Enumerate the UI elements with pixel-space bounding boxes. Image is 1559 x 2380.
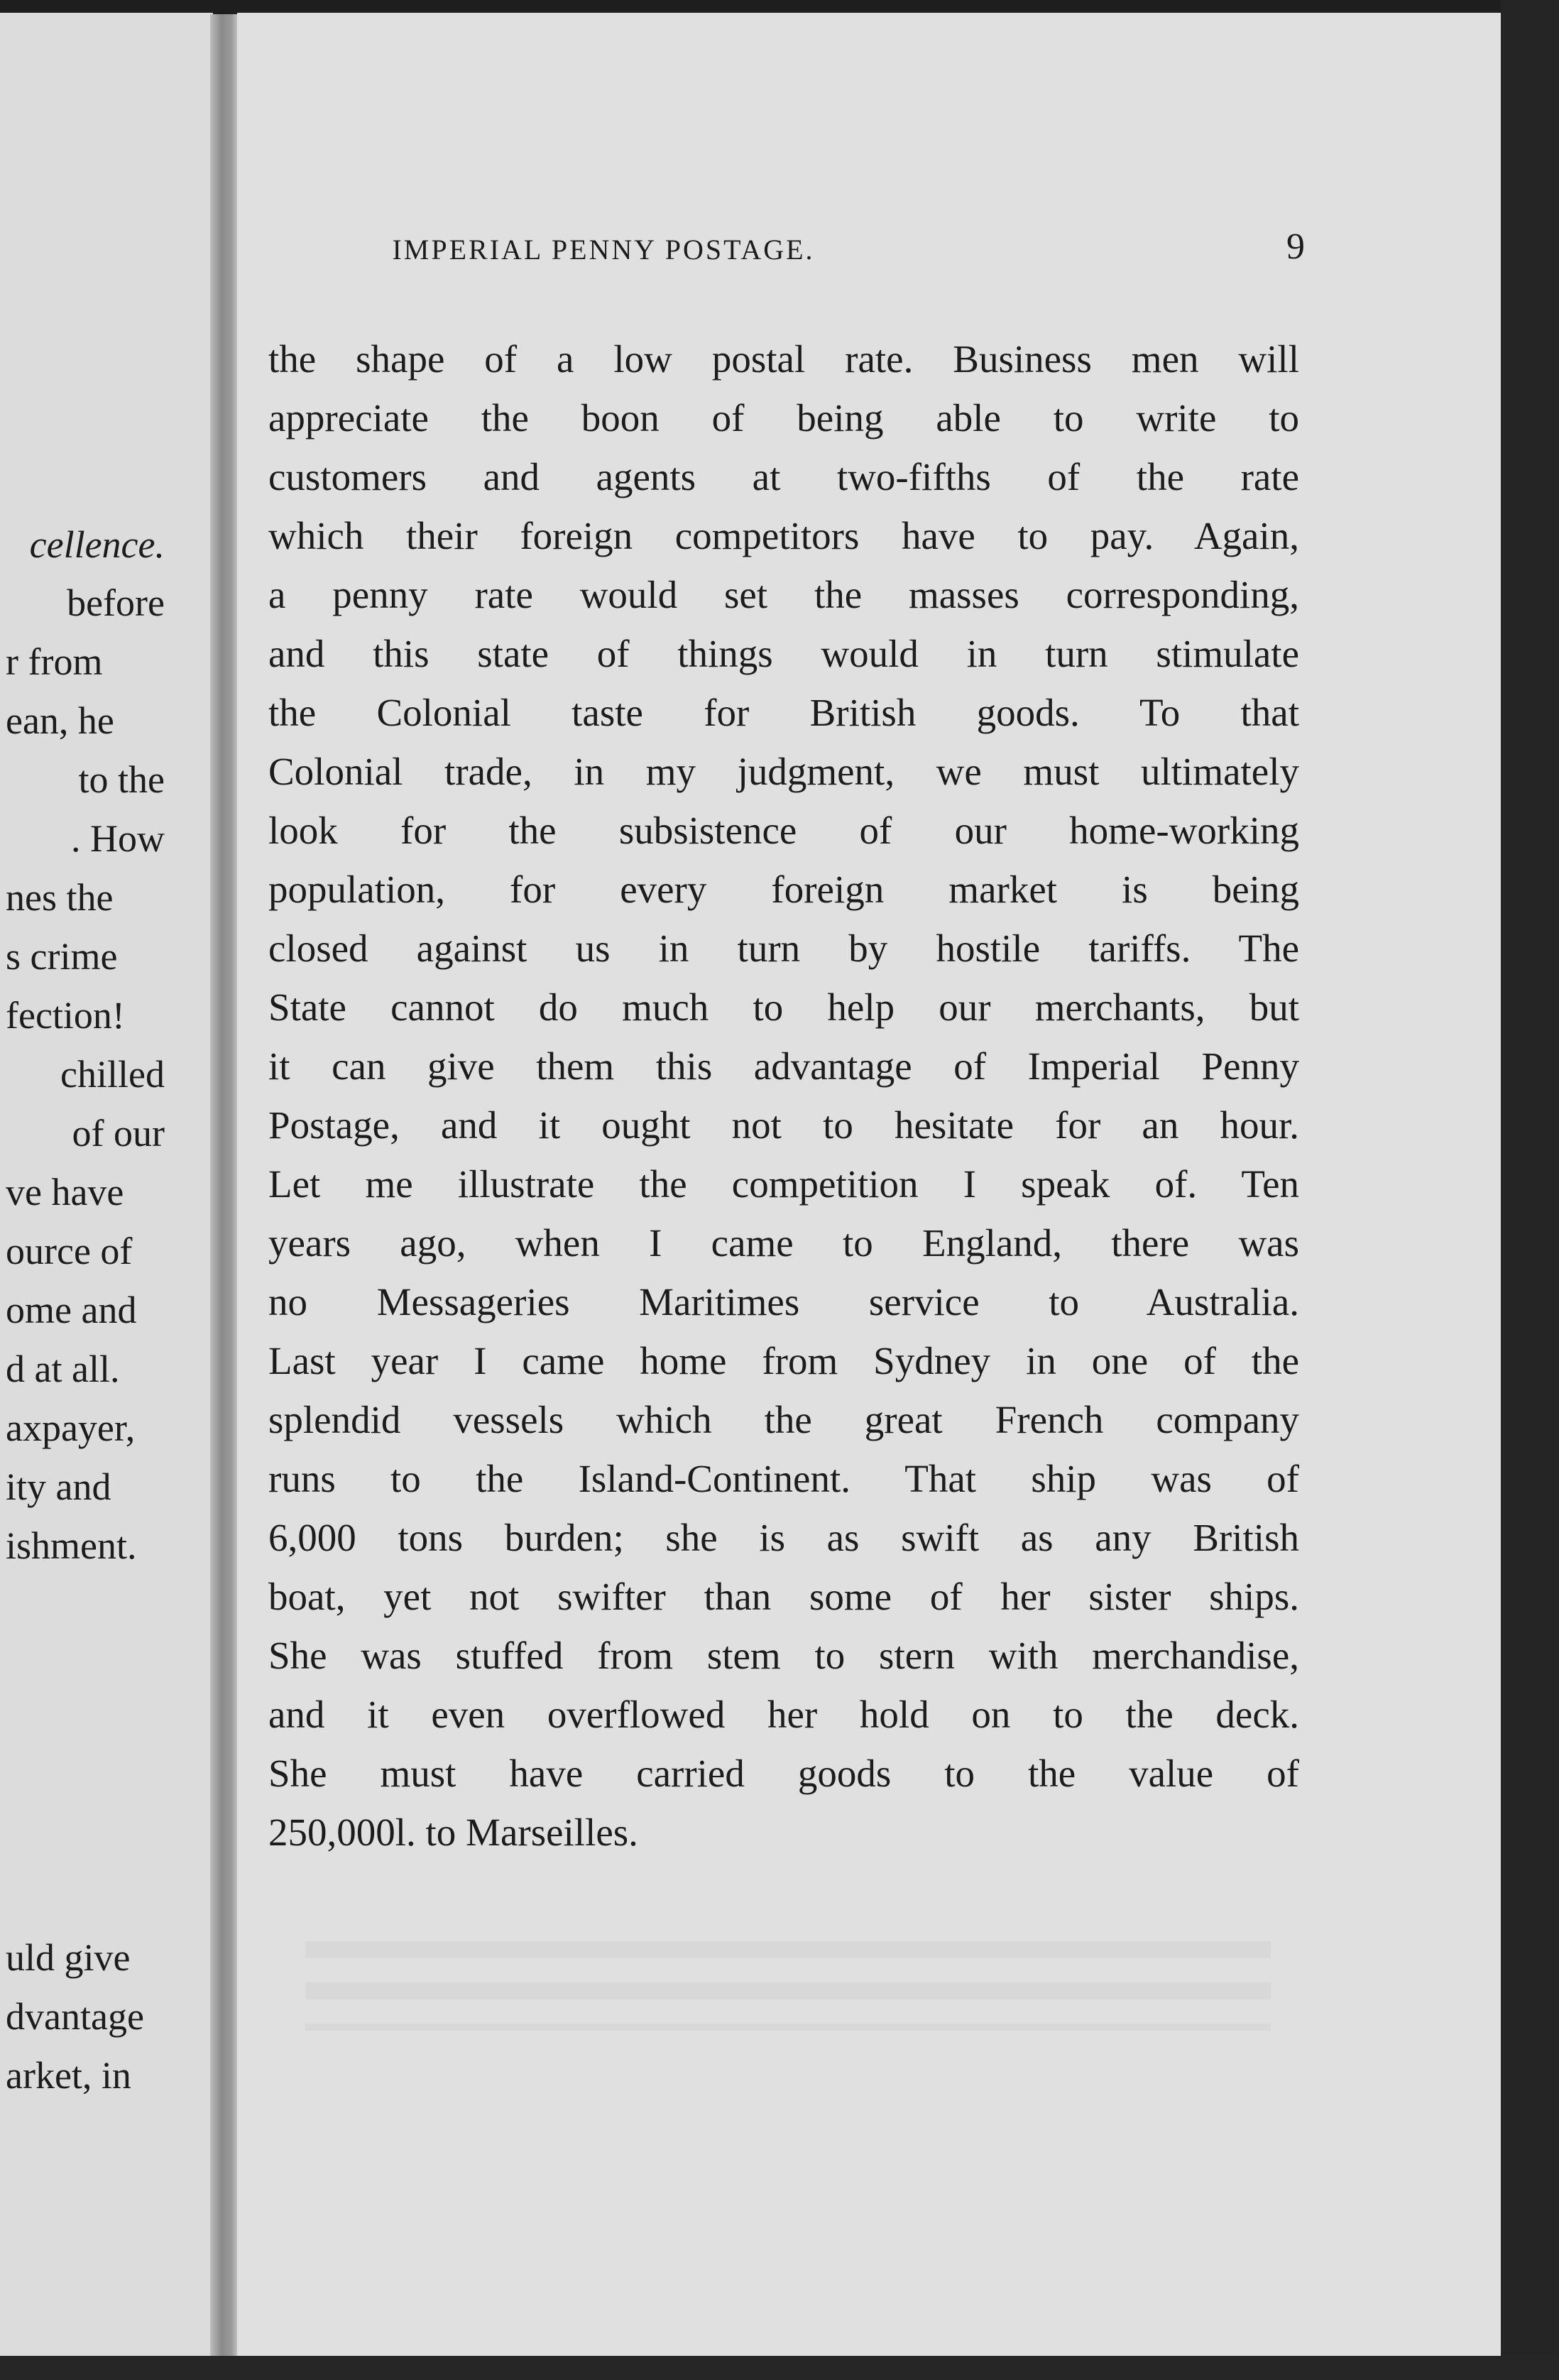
body-text-line: boat, yet not swifter than some of her sister ships. xyxy=(268,1575,1299,1618)
body-text-line: 6,000 tons burden; she is as swift as any British xyxy=(268,1516,1299,1559)
left-page-line: ve have xyxy=(6,1171,124,1213)
body-text-line: appreciate the boon of being able to write to xyxy=(268,396,1299,440)
body-text-line: splendid vessels which the great French company xyxy=(268,1398,1299,1441)
left-page-line: to the xyxy=(78,758,165,801)
scan-bottom-border xyxy=(0,2356,1559,2380)
body-text-line: which their foreign competitors have to pay. Again, xyxy=(268,514,1299,557)
body-text-line: no Messageries Maritimes service to Australia. xyxy=(268,1280,1299,1323)
left-page-line: uld give xyxy=(6,1936,131,1979)
body-text-line: 250,000l. to Marseilles. xyxy=(268,1811,638,1854)
scan-top-border xyxy=(0,0,1559,14)
book-gutter xyxy=(210,14,239,2357)
running-header-title: IMPERIAL PENNY POSTAGE. xyxy=(392,234,815,266)
scan-right-border xyxy=(1501,0,1559,2380)
left-page-line: ity and xyxy=(6,1465,111,1508)
left-page-line: chilled xyxy=(60,1053,165,1096)
left-page-line: fection! xyxy=(6,994,125,1037)
body-text-line: State cannot do much to help our merchants, but xyxy=(268,986,1299,1029)
body-text-line: customers and agents at two-fifths of the rate xyxy=(268,455,1299,498)
body-text-line: years ago, when I came to England, there was xyxy=(268,1221,1299,1265)
left-page-line: s crime xyxy=(6,935,118,978)
page-number: 9 xyxy=(1286,226,1305,267)
body-text-line: look for the subsistence of our home-working xyxy=(268,809,1299,852)
bleed-through-shadow xyxy=(305,1917,1271,2031)
left-page-line: . How xyxy=(71,817,165,860)
left-page-line: nes the xyxy=(6,876,114,919)
body-text-line: Let me illustrate the competition I speak of. Ten xyxy=(268,1162,1299,1206)
body-text-line: it can give them this advantage of Imperial Penny xyxy=(268,1044,1299,1088)
body-text-line: and it even overflowed her hold on to the deck. xyxy=(268,1693,1299,1736)
body-text-line: Postage, and it ought not to hesitate for an hour. xyxy=(268,1103,1299,1147)
body-text-line: Colonial trade, in my judgment, we must ultimately xyxy=(268,750,1299,793)
left-page-line: ean, he xyxy=(6,699,114,742)
body-text-line: population, for every foreign market is being xyxy=(268,868,1299,911)
left-page-line: d at all. xyxy=(6,1348,120,1390)
left-page-line: ource of xyxy=(6,1230,133,1272)
left-page-line: ome and xyxy=(6,1289,137,1331)
left-page-line: axpayer, xyxy=(6,1407,136,1449)
body-text-line: She was stuffed from stem to stern with merchandise, xyxy=(268,1634,1299,1677)
left-page-line: of our xyxy=(72,1112,165,1154)
body-text-line: Last year I came home from Sydney in one of the xyxy=(268,1339,1299,1382)
left-page-line: cellence. xyxy=(29,523,165,566)
body-text-line: closed against us in turn by hostile tariffs. The xyxy=(268,927,1299,970)
left-page xyxy=(0,13,213,2356)
left-page-line: ishment. xyxy=(6,1524,137,1567)
body-text-line: the Colonial taste for British goods. To that xyxy=(268,691,1299,734)
left-page-line: r from xyxy=(6,640,103,683)
left-page-line: before xyxy=(67,582,165,624)
body-text-line: the shape of a low postal rate. Business men will xyxy=(268,337,1299,381)
body-text-line: and this state of things would in turn stimulate xyxy=(268,632,1299,675)
body-text-line: a penny rate would set the masses corresponding, xyxy=(268,573,1299,616)
left-page-line: dvantage xyxy=(6,1995,144,2038)
left-page-line: arket, in xyxy=(6,2054,131,2097)
body-text-line: She must have carried goods to the value of xyxy=(268,1752,1299,1795)
body-text-line: runs to the Island-Continent. That ship was of xyxy=(268,1457,1299,1500)
